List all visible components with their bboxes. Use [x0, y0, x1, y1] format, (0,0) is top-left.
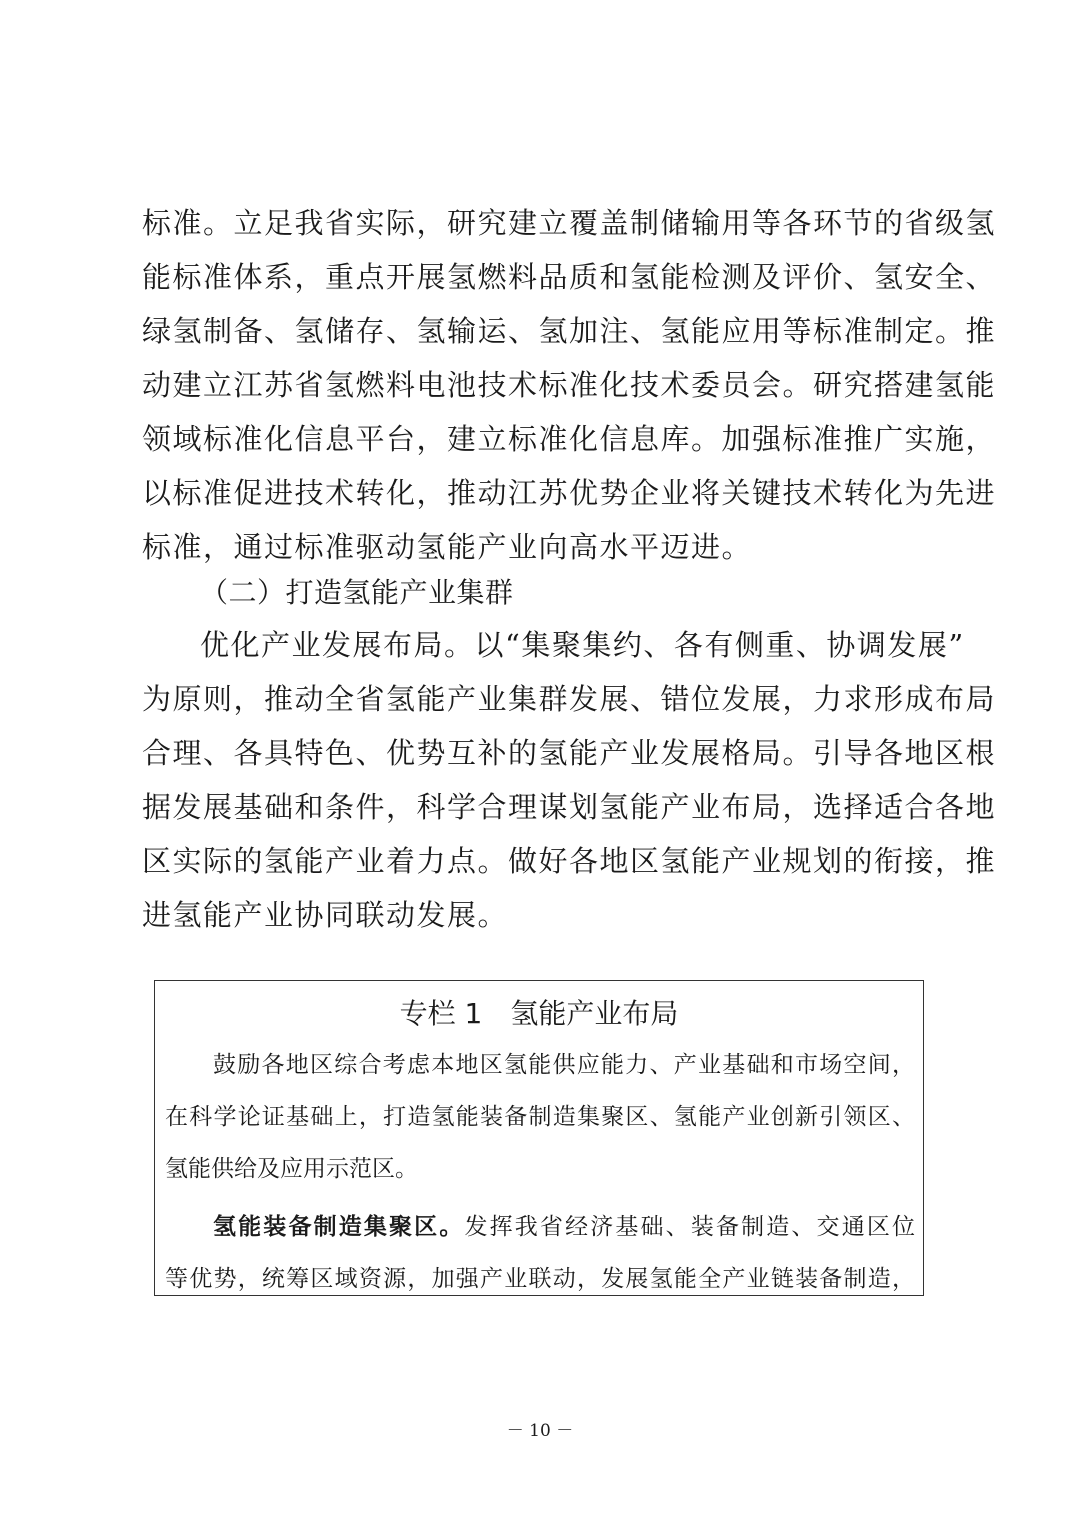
text-line: 为原则，推动全省氢能产业集群发展、错位发展，力求形成布局 [142, 682, 997, 716]
text-line: 区实际的氢能产业着力点。做好各地区氢能产业规划的衔接，推 [142, 844, 997, 878]
text-line: 动建立江苏省氢燃料电池技术标准化技术委员会。研究搭建氢能 [142, 368, 997, 402]
industry-layout-paragraph [142, 618, 997, 942]
text-line: 能标准体系，重点开展氢燃料品质和氢能检测及评价、氢安全、 [142, 260, 997, 294]
box-content [165, 1039, 915, 1305]
box-title: 专栏 1 氢能产业布局 [399, 997, 679, 1030]
box-text-line: 在科学论证基础上，打造氢能装备制造集聚区、氢能产业创新引领区、 [165, 1104, 915, 1130]
text-line: 优化产业发展布局。以“集聚集约、各有侧重、协调发展” [200, 628, 965, 662]
text-line: 绿氢制备、氢储存、氢输运、氢加注、氢能应用等标准制定。推 [142, 314, 997, 348]
box-text-line: 氢能供给及应用示范区。 [165, 1156, 418, 1182]
text-line: 标准，通过标准驱动氢能产业向高水平迈进。 [142, 530, 753, 564]
standards-paragraph [142, 196, 997, 574]
bold-lead: 氢能装备制造集聚区。 [213, 1214, 465, 1240]
text-line: 以标准促进技术转化，推动江苏优势企业将关键技术转化为先进 [142, 476, 997, 510]
text-line: 进氢能产业协同联动发展。 [142, 898, 509, 932]
text-line: 合理、各具特色、优势互补的氢能产业发展格局。引导各地区根 [142, 736, 997, 770]
column-box [154, 980, 924, 1296]
text-line: 据发展基础和条件，科学合理谋划氢能产业布局，选择适合各地 [142, 790, 997, 824]
section-heading: （二）打造氢能产业集群 [200, 576, 514, 609]
page-number: － 10 － [506, 1421, 574, 1441]
box-text-line: 等优势，统筹区域资源，加强产业联动，发展氢能全产业链装备制造， [165, 1266, 915, 1292]
box-text-line: 鼓励各地区综合考虑本地区氢能供应能力、产业基础和市场空间， [213, 1052, 915, 1078]
text-line: 标准。立足我省实际，研究建立覆盖制储输用等各环节的省级氢 [142, 206, 997, 240]
text-line: 领域标准化信息平台，建立标准化信息库。加强标准推广实施， [142, 422, 997, 456]
box-text-rest: 发挥我省经济基础、装备制造、交通区位 [464, 1214, 916, 1240]
box-text-line [165, 1201, 915, 1253]
